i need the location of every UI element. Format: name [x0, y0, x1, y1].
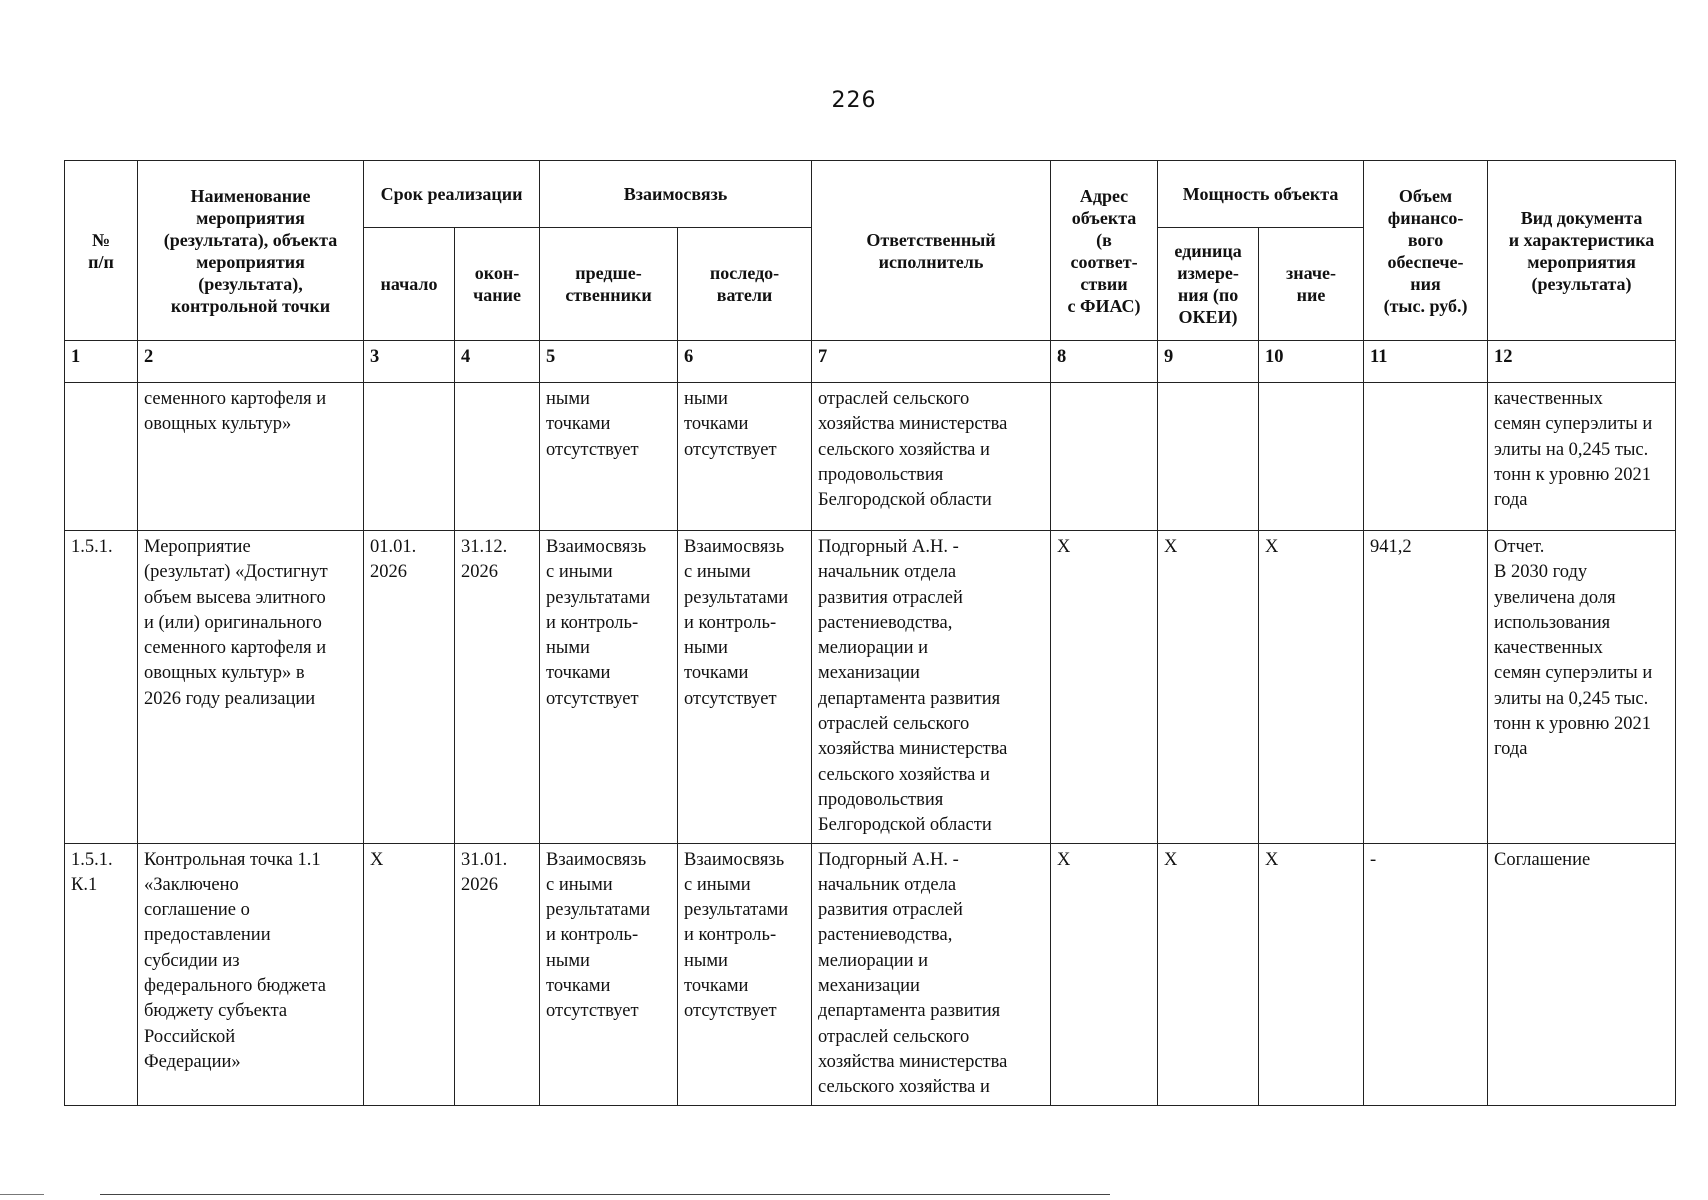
- cell-address: X: [1051, 843, 1158, 1105]
- cell-value: X: [1259, 843, 1364, 1105]
- header-link: Взаимосвязь: [540, 161, 812, 228]
- header-num: № п/п: [65, 161, 138, 341]
- header-link-pred: предше- ственники: [540, 228, 678, 341]
- header-address: Адрес объекта (в соответ- ствии с ФИАС): [1051, 161, 1158, 341]
- cell-pred: Взаимосвязь с иными результатами и контроль- ными точками отсутствует: [540, 843, 678, 1105]
- cell-unit: [1158, 383, 1259, 531]
- cell-name: Мероприятие (результат) «Достигнут объем высева элитного и (или) оригинального семенного картофеля и овощных культур» в 2026 году реализации: [138, 531, 364, 844]
- column-number: 6: [678, 341, 812, 383]
- header-doc: Вид документа и характеристика мероприятия (результата): [1488, 161, 1676, 341]
- table-row: [65, 383, 1676, 531]
- cell-start: 01.01. 2026: [364, 531, 455, 844]
- column-number: 9: [1158, 341, 1259, 383]
- column-number: 12: [1488, 341, 1676, 383]
- cell-executor: Подгорный А.Н. - начальник отдела развития отраслей растениеводства, мелиорации и механизации департамента развития отраслей сельского хозяйства министерства сельского хозяйства и: [812, 843, 1051, 1105]
- cell-end: 31.01. 2026: [455, 843, 540, 1105]
- header-name: Наименование мероприятия (результата), объекта мероприятия (результата), контрольной точки: [138, 161, 364, 341]
- header-capacity: Мощность объекта: [1158, 161, 1364, 228]
- cell-next: Взаимосвязь с иными результатами и контроль- ными точками отсутствует: [678, 843, 812, 1105]
- header-row-top: [65, 161, 1676, 228]
- cell-value: X: [1259, 531, 1364, 844]
- cell-doc: Отчет. В 2030 году увеличена доля использования качественных семян суперэлиты и элиты на 0,245 тыс. тонн к уровню 2021 года: [1488, 531, 1676, 844]
- table-row: [65, 843, 1676, 1105]
- cell-next: ными точками отсутствует: [678, 383, 812, 531]
- cell-finance: 941,2: [1364, 531, 1488, 844]
- cell-pred: Взаимосвязь с иными результатами и контроль- ными точками отсутствует: [540, 531, 678, 844]
- cell-start: X: [364, 843, 455, 1105]
- cell-finance: -: [1364, 843, 1488, 1105]
- column-number: 10: [1259, 341, 1364, 383]
- column-number: 11: [1364, 341, 1488, 383]
- cell-address: X: [1051, 531, 1158, 844]
- header-finance: Объем финансо- вого обеспече- ния (тыс. руб.): [1364, 161, 1488, 341]
- cell-end: [455, 383, 540, 531]
- page-number: 226: [831, 88, 877, 113]
- header-term-start: начало: [364, 228, 455, 341]
- cell-doc: качественных семян суперэлиты и элиты на 0,245 тыс. тонн к уровню 2021 года: [1488, 383, 1676, 531]
- cell-executor: Подгорный А.Н. - начальник отдела развития отраслей растениеводства, мелиорации и механизации департамента развития отраслей сельского хозяйства министерства сельского хозяйства и продовольствия Белгородской области: [812, 531, 1051, 844]
- cell-num: 1.5.1. К.1: [65, 843, 138, 1105]
- header-term: Срок реализации: [364, 161, 540, 228]
- column-number: 4: [455, 341, 540, 383]
- cell-unit: X: [1158, 843, 1259, 1105]
- column-number: 5: [540, 341, 678, 383]
- cell-finance: [1364, 383, 1488, 531]
- cell-value: [1259, 383, 1364, 531]
- header-executor: Ответственный исполнитель: [812, 161, 1051, 341]
- header-capacity-value: значе- ние: [1259, 228, 1364, 341]
- table-row: [65, 531, 1676, 844]
- cell-start: [364, 383, 455, 531]
- cell-next: Взаимосвязь с иными результатами и контроль- ными точками отсутствует: [678, 531, 812, 844]
- column-number: 1: [65, 341, 138, 383]
- activities-table: [64, 160, 1676, 1106]
- footer-rule: [100, 1194, 1110, 1195]
- column-number: 3: [364, 341, 455, 383]
- footer-rule-left: [0, 1194, 44, 1195]
- cell-name: Контрольная точка 1.1 «Заключено соглашение о предоставлении субсидии из федерального бюджета бюджету субъекта Российской Федерации»: [138, 843, 364, 1105]
- cell-executor: отраслей сельского хозяйства министерства сельского хозяйства и продовольствия Белгородской области: [812, 383, 1051, 531]
- header-term-end: окон- чание: [455, 228, 540, 341]
- column-number: 7: [812, 341, 1051, 383]
- column-number-row: [65, 341, 1676, 383]
- header-link-next: последо- ватели: [678, 228, 812, 341]
- cell-end: 31.12. 2026: [455, 531, 540, 844]
- cell-doc: Соглашение: [1488, 843, 1676, 1105]
- header-capacity-unit: единица измере- ния (по ОКЕИ): [1158, 228, 1259, 341]
- cell-pred: ными точками отсутствует: [540, 383, 678, 531]
- cell-address: [1051, 383, 1158, 531]
- column-number: 2: [138, 341, 364, 383]
- cell-num: [65, 383, 138, 531]
- cell-name: семенного картофеля и овощных культур»: [138, 383, 364, 531]
- cell-unit: X: [1158, 531, 1259, 844]
- column-number: 8: [1051, 341, 1158, 383]
- cell-num: 1.5.1.: [65, 531, 138, 844]
